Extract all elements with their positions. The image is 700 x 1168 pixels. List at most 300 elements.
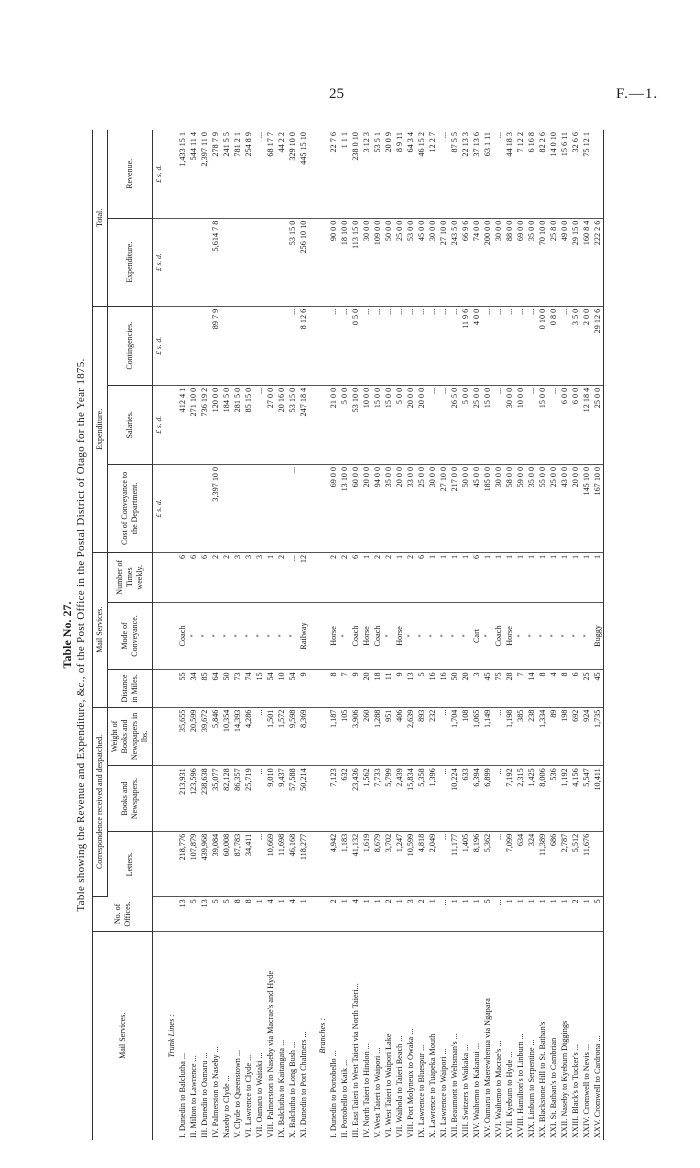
cell-expenditure bbox=[243, 218, 254, 306]
cell-offices: 5 bbox=[592, 897, 604, 931]
col-books: Books and Newspapers. bbox=[108, 766, 153, 831]
cell-salaries: ... bbox=[254, 385, 265, 464]
cell-revenue: 278 7 9 bbox=[210, 130, 221, 218]
cell-revenue: 445 15 10 bbox=[298, 130, 309, 218]
cell-letters: 10,599 bbox=[405, 831, 416, 896]
cell-times: 1 bbox=[570, 552, 581, 602]
col-contingencies: Contingencies. bbox=[108, 306, 153, 385]
cell-contingencies bbox=[243, 306, 254, 385]
cell-books: 8,006 bbox=[537, 766, 548, 831]
cell-route-name: XVI. Waihemo to Macrae's ... bbox=[494, 1040, 503, 1138]
cell-route-name: XVIII. Hamilton's to Linburn ... bbox=[516, 1033, 525, 1138]
cell-contingencies bbox=[265, 306, 276, 385]
cell-salaries: ... bbox=[427, 385, 438, 464]
unit-expenditure: £ s. d. bbox=[153, 218, 165, 306]
cell-books: 1,192 bbox=[559, 766, 570, 831]
table-row bbox=[515, 130, 526, 1140]
cell-route-name: III. Dunedin to Oamaru ... bbox=[200, 1052, 209, 1138]
cell-cost: 45 0 0 bbox=[471, 464, 482, 552]
cell-mode: Horse bbox=[394, 602, 405, 670]
table-row bbox=[328, 130, 339, 1140]
cell-expenditure bbox=[265, 218, 276, 306]
cell-letters: 4,942 bbox=[328, 831, 339, 896]
cell-revenue: 781 2 1 bbox=[232, 130, 243, 218]
table-row bbox=[210, 130, 221, 1140]
cell-contingencies: ... bbox=[383, 306, 394, 385]
cell-times: 1 bbox=[526, 552, 537, 602]
cell-revenue: 7 12 2 bbox=[515, 130, 526, 218]
cell-salaries: 5 0 0 bbox=[460, 385, 471, 464]
cell-times: 1 bbox=[592, 552, 604, 602]
cell-offices: 4 bbox=[265, 897, 276, 931]
cell-letters: 1,247 bbox=[394, 831, 405, 896]
cell-letters: 2,049 bbox=[427, 831, 438, 896]
cell-mode: " bbox=[265, 602, 276, 670]
cell-contingencies: 3 5 0 bbox=[570, 306, 581, 385]
table-row bbox=[177, 130, 188, 1140]
cell-mode: Horse bbox=[328, 602, 339, 670]
cell-mode: " bbox=[570, 602, 581, 670]
cell-contingencies bbox=[232, 306, 243, 385]
section-branches bbox=[315, 130, 328, 1140]
cell-route-name: II. Portobello to Kaik ... bbox=[340, 1059, 349, 1138]
cell-weight: 232 bbox=[427, 707, 438, 766]
cell-letters: 634 bbox=[515, 831, 526, 896]
cell-route-name: XXI. St. Bathan's to Cambrian bbox=[549, 1037, 558, 1138]
cell-distance: 64 bbox=[210, 670, 221, 707]
cell-salaries: 15 0 0 bbox=[537, 385, 548, 464]
cell-contingencies: ... bbox=[493, 306, 504, 385]
cell-letters: 11,177 bbox=[449, 831, 460, 896]
cell-offices: 1 bbox=[471, 897, 482, 931]
cell-contingencies: ... bbox=[438, 306, 449, 385]
cell-route-name: VIII. Port Molyneux to Owaka ... bbox=[406, 1028, 415, 1138]
table-row bbox=[482, 130, 493, 1140]
cell-mode: " bbox=[232, 602, 243, 670]
cell-expenditure bbox=[276, 218, 287, 306]
cell-weight: 1,065 bbox=[471, 707, 482, 766]
cell-times: 1 bbox=[449, 552, 460, 602]
cell-expenditure bbox=[199, 218, 210, 306]
cell-mode: " bbox=[548, 602, 559, 670]
cell-weight: 105 bbox=[339, 707, 350, 766]
cell-cost bbox=[276, 464, 287, 552]
table-row bbox=[265, 130, 276, 1140]
cell-revenue: 2,397 11 0 bbox=[199, 130, 210, 218]
cell-offices: 3 bbox=[405, 897, 416, 931]
table-row bbox=[199, 130, 210, 1140]
cell-letters: 1,405 bbox=[460, 831, 471, 896]
cell-revenue: 75 12 1 bbox=[581, 130, 592, 218]
cell-mode: " bbox=[515, 602, 526, 670]
cell-expenditure: 5,614 7 8 bbox=[210, 218, 221, 306]
cell-salaries: ... bbox=[493, 385, 504, 464]
cell-revenue: 32 6 6 bbox=[570, 130, 581, 218]
cell-expenditure: 66 9 6 bbox=[460, 218, 471, 306]
cell-offices: 1 bbox=[361, 897, 372, 931]
cell-contingencies bbox=[221, 306, 232, 385]
cell-weight: 1,198 bbox=[504, 707, 515, 766]
cell-letters: 686 bbox=[548, 831, 559, 896]
cell-weight: 385 bbox=[515, 707, 526, 766]
table-row bbox=[449, 130, 460, 1140]
cell-contingencies: 89 7 9 bbox=[210, 306, 221, 385]
cell-mode: " bbox=[482, 602, 493, 670]
col-weight: Weight of Books and Newspapers in lbs. bbox=[108, 707, 153, 766]
cell-revenue: 44 2 2 bbox=[276, 130, 287, 218]
cell-mode: " bbox=[383, 602, 394, 670]
cell-times: 6 bbox=[471, 552, 482, 602]
cell-route-name: IX. Balclutha to Kaitangata ... bbox=[277, 1039, 286, 1138]
cell-books: 633 bbox=[460, 766, 471, 831]
cell-expenditure: 45 0 0 bbox=[416, 218, 427, 306]
cell-revenue: 53 5 1 bbox=[372, 130, 383, 218]
cell-contingencies: 4 0 0 bbox=[471, 306, 482, 385]
cell-cost: 20 0 0 bbox=[361, 464, 372, 552]
table-row bbox=[372, 130, 383, 1140]
cell-books: 6,394 bbox=[471, 766, 482, 831]
table-row bbox=[570, 130, 581, 1140]
cell-times: 1 bbox=[460, 552, 471, 602]
cell-weight: 260 bbox=[361, 707, 372, 766]
revenue-expenditure-table bbox=[92, 130, 604, 1140]
cell-cost: 94 0 0 bbox=[372, 464, 383, 552]
cell-salaries: 53 10 0 bbox=[350, 385, 361, 464]
cell-contingencies: 11 9 6 bbox=[460, 306, 471, 385]
cell-books: 2,315 bbox=[515, 766, 526, 831]
cell-expenditure: 256 10 10 bbox=[298, 218, 309, 306]
cell-route-name: XIV. Waihemo to Kakanui ... bbox=[472, 1043, 481, 1138]
cell-times: 2 bbox=[383, 552, 394, 602]
cell-contingencies bbox=[188, 306, 199, 385]
cell-mode: " bbox=[416, 602, 427, 670]
cell-revenue: 22 7 6 bbox=[328, 130, 339, 218]
cell-distance: 6 bbox=[570, 670, 581, 707]
cell-weight: 8,369 bbox=[298, 707, 309, 766]
table-row bbox=[383, 130, 394, 1140]
cell-times: 1 bbox=[493, 552, 504, 602]
cell-offices: 1 bbox=[394, 897, 405, 931]
cell-mode: " bbox=[199, 602, 210, 670]
cell-revenue bbox=[592, 130, 604, 218]
cell-contingencies: ... bbox=[372, 306, 383, 385]
table-row bbox=[188, 130, 199, 1140]
cell-contingencies: 0 5 0 bbox=[350, 306, 361, 385]
cell-times: 2 bbox=[210, 552, 221, 602]
cell-distance: 11 bbox=[383, 670, 394, 707]
cell-salaries: 20 16 0 bbox=[276, 385, 287, 464]
cell-letters: 11,698 bbox=[276, 831, 287, 896]
cell-letters: 118,277 bbox=[298, 831, 309, 896]
cell-distance: 45 bbox=[592, 670, 604, 707]
cell-expenditure: 160 8 4 bbox=[581, 218, 592, 306]
cell-expenditure: 25 0 0 bbox=[394, 218, 405, 306]
cell-offices: 1 bbox=[504, 897, 515, 931]
cell-expenditure bbox=[232, 218, 243, 306]
cell-books: 9,010 bbox=[265, 766, 276, 831]
cell-distance: 25 bbox=[581, 670, 592, 707]
cell-revenue: 44 18 3 bbox=[504, 130, 515, 218]
cell-mode: " bbox=[287, 602, 298, 670]
cell-letters: 46,168 bbox=[287, 831, 298, 896]
cell-mode: Coach bbox=[493, 602, 504, 670]
cell-weight: 1,334 bbox=[537, 707, 548, 766]
table-row bbox=[221, 130, 232, 1140]
cell-revenue: 68 17 7 bbox=[265, 130, 276, 218]
cell-offices: 1 bbox=[276, 897, 287, 931]
table-number: Table No. 27. bbox=[60, 601, 74, 669]
cell-cost bbox=[232, 464, 243, 552]
cell-times: 6 bbox=[416, 552, 427, 602]
cell-contingencies: ... bbox=[482, 306, 493, 385]
cell-revenue: 8 9 11 bbox=[394, 130, 405, 218]
cell-books: 238,638 bbox=[199, 766, 210, 831]
cell-expenditure: 50 0 0 bbox=[383, 218, 394, 306]
cell-letters: 11,676 bbox=[581, 831, 592, 896]
cell-route-name: V. West Taieri to Waipori ... bbox=[373, 1047, 382, 1138]
cell-mode: " bbox=[254, 602, 265, 670]
cell-contingencies bbox=[177, 306, 188, 385]
cell-distance: 85 bbox=[199, 670, 210, 707]
cell-salaries: 30 0 0 bbox=[504, 385, 515, 464]
cell-offices: 1 bbox=[559, 897, 570, 931]
cell-offices: 13 bbox=[177, 897, 188, 931]
cell-weight: 3,906 bbox=[350, 707, 361, 766]
cell-revenue: 6 16 8 bbox=[526, 130, 537, 218]
cell-revenue: 15 6 11 bbox=[559, 130, 570, 218]
cell-cost: 27 10 0 bbox=[438, 464, 449, 552]
cell-distance: 45 bbox=[482, 670, 493, 707]
cell-offices: 1 bbox=[548, 897, 559, 931]
cell-salaries: 10 0 0 bbox=[515, 385, 526, 464]
cell-books: ... bbox=[254, 766, 265, 831]
cell-offices: 5 bbox=[210, 897, 221, 931]
cell-route-name: XX. Blackstone Hill to St. Bathan's bbox=[538, 1021, 547, 1138]
rotated-table bbox=[60, 130, 640, 1140]
cell-cost: 55 0 0 bbox=[537, 464, 548, 552]
cell-distance: 9 bbox=[350, 670, 361, 707]
cell-cost: 59 0 0 bbox=[515, 464, 526, 552]
cell-distance: 34 bbox=[188, 670, 199, 707]
cell-cost: 30 0 0 bbox=[493, 464, 504, 552]
cell-offices: 1 bbox=[339, 897, 350, 931]
cell-letters: 60,008 bbox=[221, 831, 232, 896]
table-row bbox=[287, 130, 298, 1140]
cell-weight: ... bbox=[438, 707, 449, 766]
cell-offices: 1 bbox=[427, 897, 438, 931]
cell-books: 50,214 bbox=[298, 766, 309, 831]
cell-salaries: ... bbox=[438, 385, 449, 464]
cell-revenue: 22 13 3 bbox=[460, 130, 471, 218]
cell-distance: 18 bbox=[372, 670, 383, 707]
cell-contingencies: ... bbox=[449, 306, 460, 385]
cell-weight: 1,704 bbox=[449, 707, 460, 766]
cell-books: 1,425 bbox=[526, 766, 537, 831]
cell-expenditure: 222 2 6 bbox=[592, 218, 604, 306]
table-row bbox=[254, 130, 265, 1140]
cell-distance: 13 bbox=[405, 670, 416, 707]
cell-mode: " bbox=[526, 602, 537, 670]
cell-weight: 10,354 bbox=[221, 707, 232, 766]
cell-distance: 8 bbox=[537, 670, 548, 707]
table-row bbox=[493, 130, 504, 1140]
cell-letters: 1,183 bbox=[339, 831, 350, 896]
cell-times: 1 bbox=[482, 552, 493, 602]
cell-salaries: 15 0 0 bbox=[482, 385, 493, 464]
table-row bbox=[537, 130, 548, 1140]
cell-contingencies: ... bbox=[339, 306, 350, 385]
cell-salaries: 27 0 0 bbox=[265, 385, 276, 464]
cell-mode: " bbox=[339, 602, 350, 670]
cell-times: 1 bbox=[265, 552, 276, 602]
cell-mode: Horse bbox=[504, 602, 515, 670]
cell-weight: 198 bbox=[559, 707, 570, 766]
cell-contingencies: 29 12 6 bbox=[592, 306, 604, 385]
cell-distance: 73 bbox=[232, 670, 243, 707]
cell-times: ... bbox=[287, 552, 298, 602]
cell-expenditure: 74 0 0 bbox=[471, 218, 482, 306]
cell-contingencies: ... bbox=[361, 306, 372, 385]
cell-letters: 3,702 bbox=[383, 831, 394, 896]
cell-distance: 14 bbox=[526, 670, 537, 707]
table-row bbox=[298, 130, 309, 1140]
cell-salaries: 5 0 0 bbox=[394, 385, 405, 464]
cell-salaries: 25 0 0 bbox=[471, 385, 482, 464]
cell-weight: ... bbox=[493, 707, 504, 766]
cell-distance: 8 bbox=[328, 670, 339, 707]
group-total: Total. bbox=[93, 130, 108, 306]
cell-expenditure bbox=[188, 218, 199, 306]
cell-times: 1 bbox=[559, 552, 570, 602]
cell-letters: 324 bbox=[526, 831, 537, 896]
cell-distance: 5 bbox=[416, 670, 427, 707]
cell-salaries: ... bbox=[548, 385, 559, 464]
table-row bbox=[243, 130, 254, 1140]
cell-weight: 924 bbox=[581, 707, 592, 766]
table-row bbox=[232, 130, 243, 1140]
cell-cost: 217 0 0 bbox=[449, 464, 460, 552]
col-times: Number of Times weekly. bbox=[108, 552, 153, 602]
cell-revenue: 87 5 5 bbox=[449, 130, 460, 218]
cell-books: 9,437 bbox=[276, 766, 287, 831]
cell-expenditure bbox=[221, 218, 232, 306]
cell-letters: ... bbox=[493, 831, 504, 896]
cell-times: 6 bbox=[177, 552, 188, 602]
cell-times: 2 bbox=[328, 552, 339, 602]
cell-revenue: 64 3 4 bbox=[405, 130, 416, 218]
cell-weight: 14,393 bbox=[232, 707, 243, 766]
cell-letters: 10,669 bbox=[265, 831, 276, 896]
cell-contingencies: ... bbox=[328, 306, 339, 385]
table-row bbox=[559, 130, 570, 1140]
cell-weight: 20,599 bbox=[188, 707, 199, 766]
cell-books: 35,077 bbox=[210, 766, 221, 831]
section-branches-label: Branches : bbox=[318, 1017, 327, 1054]
cell-revenue: ... bbox=[438, 130, 449, 218]
cell-times: 1 bbox=[427, 552, 438, 602]
col-revenue: Revenue. bbox=[108, 130, 153, 218]
unit-contingencies: £ s. d. bbox=[153, 306, 165, 385]
cell-expenditure bbox=[254, 218, 265, 306]
col-mail-services: Mail Services. bbox=[93, 931, 153, 1140]
cell-cost: 30 0 0 bbox=[427, 464, 438, 552]
cell-weight: 5,846 bbox=[210, 707, 221, 766]
cell-expenditure: 53 15 0 bbox=[287, 218, 298, 306]
cell-letters: ... bbox=[254, 831, 265, 896]
cell-distance: 50 bbox=[221, 670, 232, 707]
cell-letters: ... bbox=[438, 831, 449, 896]
cell-weight: 2,639 bbox=[405, 707, 416, 766]
cell-expenditure: 49 0 0 bbox=[559, 218, 570, 306]
cell-cost: 69 0 0 bbox=[328, 464, 339, 552]
section-trunk-label: Trunk Lines : bbox=[167, 1013, 176, 1058]
table-row bbox=[460, 130, 471, 1140]
cell-mode: " bbox=[438, 602, 449, 670]
cell-offices: ... bbox=[438, 897, 449, 931]
cell-revenue: 20 0 9 bbox=[383, 130, 394, 218]
cell-revenue: 12 2 7 bbox=[427, 130, 438, 218]
cell-route-name: IX. Lawrence to Bluespur ... bbox=[417, 1044, 426, 1138]
cell-weight: 9,598 bbox=[287, 707, 298, 766]
cell-offices: 2 bbox=[570, 897, 581, 931]
cell-books: 10,224 bbox=[449, 766, 460, 831]
cell-expenditure: 30 0 0 bbox=[361, 218, 372, 306]
cell-route-name: XVII. Kyeburn to Hyde ... bbox=[505, 1051, 514, 1138]
cell-letters: 439,968 bbox=[199, 831, 210, 896]
cell-expenditure: 18 10 0 bbox=[339, 218, 350, 306]
cell-mode: " bbox=[559, 602, 570, 670]
cell-times: 3 bbox=[254, 552, 265, 602]
cell-offices: 4 bbox=[350, 897, 361, 931]
cell-cost: 35 0 0 bbox=[383, 464, 394, 552]
cell-route-name: XI. Lawrence to Waipori ... bbox=[439, 1048, 448, 1138]
table-row bbox=[581, 130, 592, 1140]
cell-cost: 60 0 0 bbox=[350, 464, 361, 552]
cell-route-name: XV. Oamaru to Maerewhenua via Ngapara bbox=[483, 998, 492, 1138]
cell-weight: 951 bbox=[383, 707, 394, 766]
col-salaries: Salaries. bbox=[108, 385, 153, 464]
cell-mode: " bbox=[460, 602, 471, 670]
cell-contingencies: ... bbox=[416, 306, 427, 385]
col-letters: Letters. bbox=[108, 831, 153, 896]
cell-revenue: 241 5 5 bbox=[221, 130, 232, 218]
cell-offices: 1 bbox=[537, 897, 548, 931]
cell-route-name: VI. West Taieri to Waipori Lake bbox=[384, 1033, 393, 1138]
cell-revenue: ... bbox=[493, 130, 504, 218]
cell-distance: 16 bbox=[427, 670, 438, 707]
cell-cost: 20 0 0 bbox=[394, 464, 405, 552]
cell-offices: 1 bbox=[515, 897, 526, 931]
table-row bbox=[438, 130, 449, 1140]
cell-expenditure: 109 0 0 bbox=[372, 218, 383, 306]
cell-weight: 39,672 bbox=[199, 707, 210, 766]
table-row bbox=[504, 130, 515, 1140]
cell-weight: 1,735 bbox=[592, 707, 604, 766]
cell-salaries: 6 0 0 bbox=[570, 385, 581, 464]
cell-expenditure: 70 10 0 bbox=[537, 218, 548, 306]
cell-books: 23,436 bbox=[350, 766, 361, 831]
cell-salaries: 21 0 0 bbox=[328, 385, 339, 464]
cell-books: 82,128 bbox=[221, 766, 232, 831]
cell-route-name: IV. North Taieri to Hindon ... bbox=[362, 1043, 371, 1138]
cell-letters: 5,512 bbox=[570, 831, 581, 896]
cell-times: 2 bbox=[372, 552, 383, 602]
cell-distance: 10 bbox=[276, 670, 287, 707]
cell-offices: ... bbox=[493, 897, 504, 931]
cell-cost: ... bbox=[287, 464, 298, 552]
cell-weight: 406 bbox=[394, 707, 405, 766]
cell-salaries: 15 0 0 bbox=[372, 385, 383, 464]
